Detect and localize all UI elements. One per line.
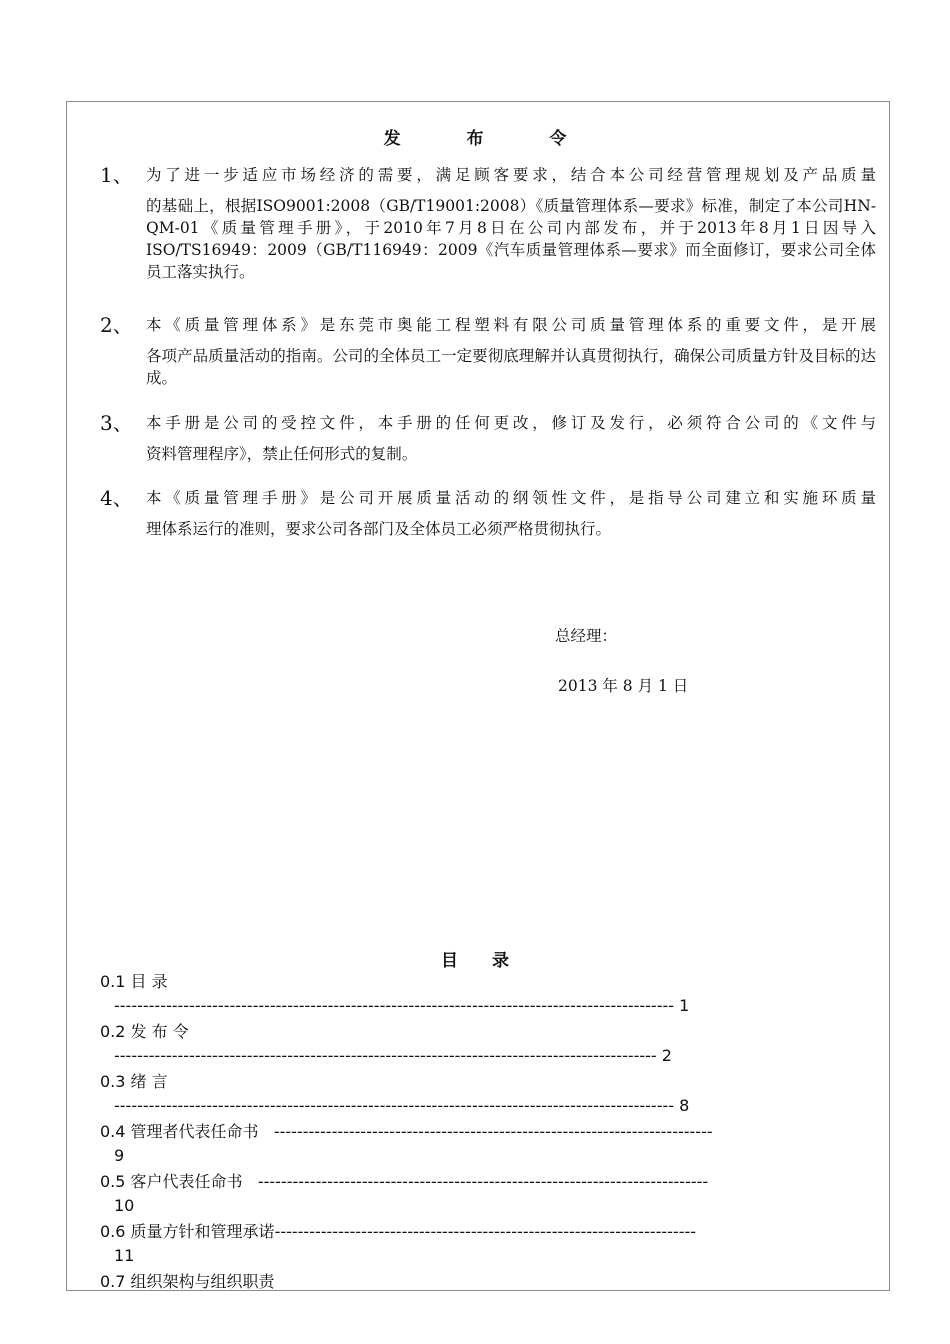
toc-entry-7[interactable]: 0.7 组织架构与组织职责 [100,1272,275,1291]
issue-date: 2013 年 8 月 1 日 [558,677,689,695]
toc-page: 9 [114,1146,125,1165]
item-number: 1、 [100,163,133,187]
toc-label: 绪 言 [130,1072,168,1091]
item-text: 本《质量管理手册》是公司开展质量活动的纲领性文件，是指导公司建立和实施环质量 理体系运行的准则，要求公司各部门及全体员工必须严格贯彻执行。 [146,489,876,538]
toc-leader: ------------------------------------------------------------------------- [274,1222,697,1241]
toc-entry-4[interactable]: 0.4 管理者代表任命书 ---------------------------------------------------------------------------- 9 [100,1122,713,1165]
toc-leader: ---------------------------------------------------------------------------- [273,1122,713,1141]
item-number: 2、 [100,313,133,337]
item-text: 本《质量管理体系》是东莞市奥能工程塑料有限公司质量管理体系的重要文件，是开展 各项产品质量活动的指南。公司的全体员工一定要彻底理解并认真贯彻执行，确保公司质量方针及目标的达成。 [146,316,876,387]
toc-entry-1[interactable]: 0.1 目 录 ------------------------------------------------------------------------------------------------- 1 [100,972,690,1015]
toc-leader: ------------------------------------------------------------------------------ [257,1172,709,1191]
toc-label: 客户代表任命书 [130,1172,243,1191]
item-number: 4、 [100,486,133,510]
toc-entry-2[interactable]: 0.2 发 布 令 ---------------------------------------------------------------------------------------------- 2 [100,1022,672,1065]
toc-title: 目 录 [441,951,523,971]
toc-label: 目 录 [130,972,168,991]
toc-page: 11 [114,1246,135,1265]
toc-label: 管理者代表任命书 [130,1122,259,1141]
signature-label: 总经理： [555,627,618,645]
toc-page: 2 [661,1046,672,1065]
toc-label: 质量方针和管理承诺 [130,1222,275,1241]
item-text: 为了进一步适应市场经济的需要，满足顾客要求，结合本公司经营管理规划及产品质量 的基础上，根据ISO9001:2008（GB/T19001:2008）《质量管理体系—要求》标准，制定了本公司HN-QM-01《质量管理手册》，于2010年7月8日在公司内部发布，并于2013年8月1日因导入ISO/TS16949：2009（GB/T116949：2009《汽车质量管理体系—要求》而全面修订，要求公司全体员工落实执行。 [146,166,876,281]
toc-leader: ------------------------------------------------------------------------------------------------- [114,1096,675,1115]
toc-entry-6[interactable]: 0.6 质量方针和管理承诺------------------------------------------------------------------------- 11 [100,1222,697,1265]
toc-label: 发 布 令 [130,1022,189,1041]
toc-page: 1 [679,996,690,1015]
announcement-title: 发 布 令 [383,129,597,149]
toc-entry-5[interactable]: 0.5 客户代表任命书 ------------------------------------------------------------------------------ 10 [100,1172,709,1215]
item-text: 本手册是公司的受控文件，本手册的任何更改，修订及发行，必须符合公司的《文件与 资料管理程序》，禁止任何形式的复制。 [146,414,876,463]
toc-page: 8 [679,1096,690,1115]
toc-label: 组织架构与组织职责 [130,1272,275,1291]
item-number: 3、 [100,411,133,435]
toc-leader: ---------------------------------------------------------------------------------------------- [114,1046,657,1065]
toc-entry-3[interactable]: 0.3 绪 言 ------------------------------------------------------------------------------------------------- 8 [100,1072,690,1115]
toc-leader: ------------------------------------------------------------------------------------------------- [114,996,675,1015]
toc-page: 10 [114,1196,135,1215]
